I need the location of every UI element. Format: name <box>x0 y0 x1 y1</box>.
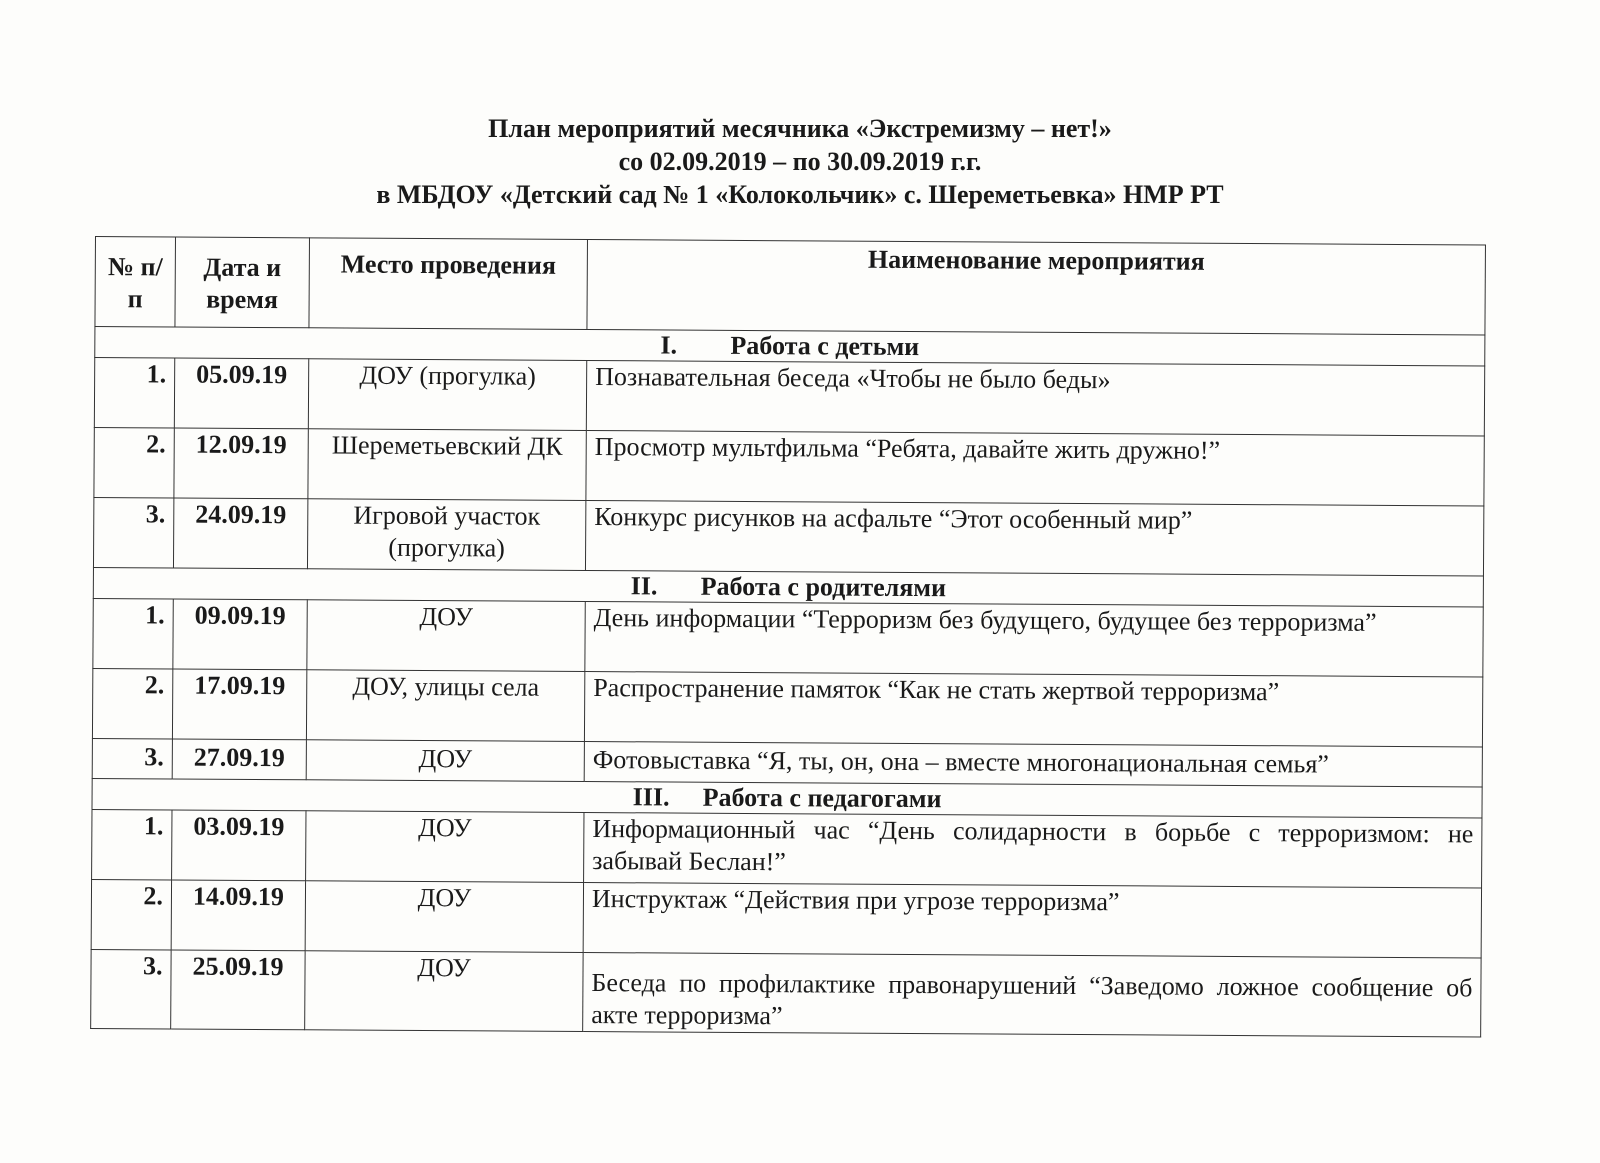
row-event-name: Распространение памяток “Как не стать жертвой терроризма” <box>584 672 1482 747</box>
section-number: I. <box>660 330 678 360</box>
row-number: 2. <box>92 668 172 738</box>
row-date: 24.09.19 <box>173 498 307 569</box>
table-row <box>92 668 1482 746</box>
table-row <box>91 949 1481 1036</box>
row-event-name: Беседа по профилактике правонарушений “Заведомо ложное сообщение об акте терроризма” <box>583 952 1481 1036</box>
row-date: 05.09.19 <box>174 358 308 429</box>
row-number: 2. <box>91 879 171 949</box>
events-plan-table <box>90 236 1486 1037</box>
table-row <box>93 598 1483 676</box>
row-number: 1. <box>94 358 174 428</box>
header-place: Место проведения <box>309 238 588 330</box>
row-number: 3. <box>91 949 171 1028</box>
row-place: ДОУ <box>307 600 585 672</box>
table-row <box>91 879 1481 957</box>
row-number: 1. <box>92 809 172 879</box>
header-num: № п/п <box>95 237 176 327</box>
row-event-name: Просмотр мультфильма “Ребята, давайте жить дружно!” <box>586 431 1484 506</box>
table-row <box>94 427 1484 505</box>
row-number: 3. <box>92 738 172 778</box>
section-number: II. <box>630 571 658 601</box>
table-row <box>94 358 1484 436</box>
row-number: 1. <box>93 598 173 668</box>
section-number: III. <box>632 782 670 812</box>
row-date: 17.09.19 <box>172 669 306 740</box>
row-event-name: Фотовыставка “Я, ты, он, она – вместе многонациональная семья” <box>584 741 1482 786</box>
row-date: 12.09.19 <box>174 428 308 499</box>
row-event-name: Познавательная беседа «Чтобы не было беды» <box>586 361 1484 436</box>
row-date: 27.09.19 <box>172 739 306 780</box>
title-line-2: со 02.09.2019 – по 30.09.2019 г.г. <box>618 147 982 176</box>
row-place: ДОУ <box>306 740 584 782</box>
row-date: 03.09.19 <box>172 810 306 881</box>
table-row <box>93 497 1483 575</box>
row-place: ДОУ, улицы села <box>306 670 584 742</box>
row-place: ДОУ (прогулка) <box>308 359 586 431</box>
section-title: Работа с педагогами <box>702 782 942 814</box>
row-event-name: Конкурс рисунков на асфальте “Этот особенный мир” <box>585 501 1483 576</box>
table-header-row <box>95 237 1486 335</box>
row-place: ДОУ <box>305 951 583 1032</box>
row-date: 25.09.19 <box>171 950 305 1030</box>
row-number: 3. <box>93 497 173 567</box>
row-place: ДОУ <box>306 811 584 883</box>
row-event-name: День информации “Терроризм без будущего, будущее без терроризма” <box>585 602 1483 677</box>
row-place: Шереметьевский ДК <box>308 429 586 501</box>
header-name: Наименование мероприятия <box>587 240 1486 335</box>
section-title: Работа с детьми <box>730 330 920 362</box>
row-date: 14.09.19 <box>171 880 305 951</box>
row-event-name: Инструктаж “Действия при угрозе терроризма” <box>583 882 1481 957</box>
document-title <box>200 112 1400 211</box>
row-date: 09.09.19 <box>173 599 307 670</box>
section-title: Работа с родителями <box>700 571 947 603</box>
header-date: Дата и время <box>175 237 310 328</box>
table-row <box>92 809 1482 887</box>
row-event-name: Информационный час “День солидарности в борьбе с терроризмом: не забывай Беслан!” <box>584 812 1482 887</box>
row-place: ДОУ <box>305 881 583 953</box>
title-line-1: План мероприятий месячника «Экстремизму – нет!» <box>488 114 1112 143</box>
row-number: 2. <box>94 427 174 497</box>
row-place: Игровой участок (прогулка) <box>307 499 585 571</box>
title-line-3: в МБДОУ «Детский сад № 1 «Колокольчик» с. Шереметьевка» НМР РТ <box>376 180 1224 209</box>
